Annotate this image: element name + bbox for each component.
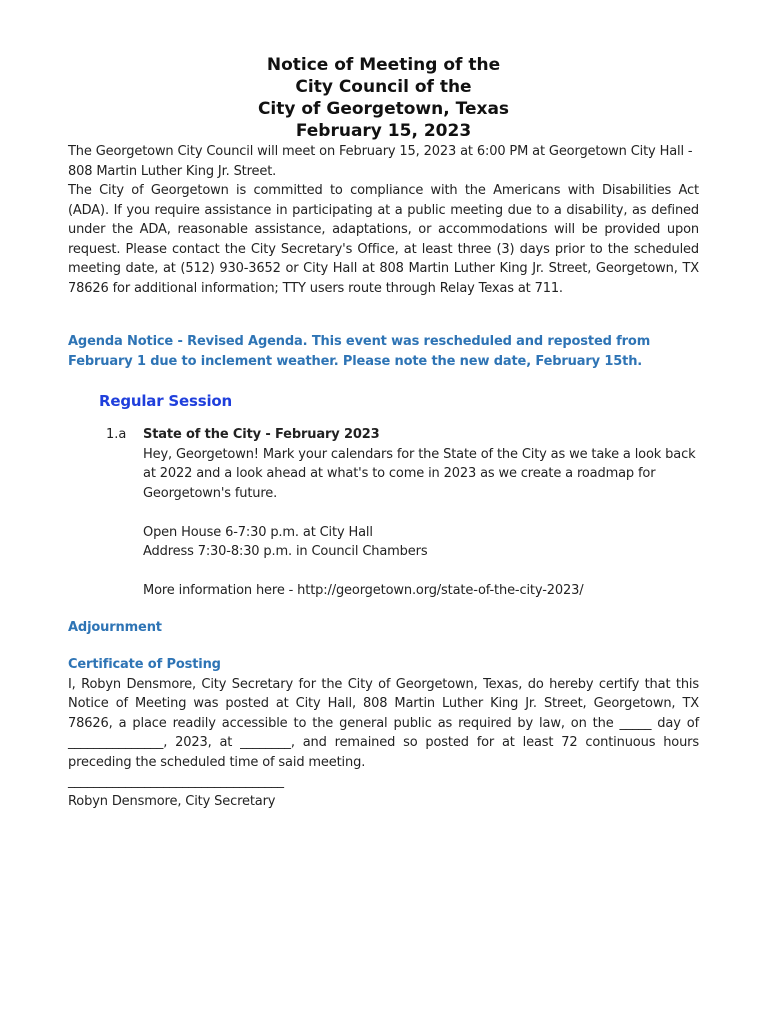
agenda-item-more-info: More information here - http://georgetown.org/state-of-the-city-2023/ — [143, 583, 584, 598]
signatory-name: Robyn Densmore, City Secretary — [68, 793, 276, 809]
section-heading-regular-session: Regular Session — [99, 392, 232, 410]
agenda-item-open-house: Open House 6-7:30 p.m. at City Hall — [143, 524, 373, 540]
ada-statement-paragraph: The City of Georgetown is committed to compliance with the Americans with Disabilities Act (ADA). If you require assistance in participating at a public meeting due to a disability, as defined under the ADA, reasonable assistance, adaptations, or accommodations will be provided upon request. Please contact the City Secretary's Office, at least three (3) days prior to the scheduled meeting date, at (512) 930-3652 or City Hall at 808 Martin Luther King Jr. Street, Georgetown, TX 78626 for additional information; TTY users route through Relay Texas at 711. — [68, 183, 699, 296]
agenda-item — [68, 425, 699, 601]
agenda-item-number: 1.a — [106, 427, 127, 442]
meeting-info-paragraph: The Georgetown City Council will meet on February 15, 2023 at 6:00 PM at Georgetown City Hall - 808 Martin Luther King Jr. Street. — [68, 144, 693, 179]
certificate-text: I, Robyn Densmore, City Secretary for the City of Georgetown, Texas, do hereby certify that this Notice of Meeting was posted at City Hall, 808 Martin Luther King Jr. Street, Georgetown, TX 78626, a place readily accessible to the general public as required by law, on the _____ day of _______________, 2023, at ________, and remained so posted for at least 72 continuous hours preceding the scheduled time of said meeting. — [68, 676, 699, 770]
signature-line: __________________________________ — [68, 774, 284, 789]
document-title — [68, 54, 699, 142]
document-page — [68, 54, 699, 811]
title-line-2: City Council of the — [295, 77, 472, 97]
title-line-3: City of Georgetown, Texas — [257, 99, 510, 119]
certificate-heading: Certificate of Posting — [68, 657, 221, 672]
agenda-item-address: Address 7:30-8:30 p.m. in Council Chambers — [143, 544, 428, 559]
title-line-1: Notice of Meeting of the — [266, 55, 501, 75]
adjournment-heading: Adjournment — [68, 619, 162, 635]
agenda-notice: Agenda Notice - Revised Agenda. This event was rescheduled and reposted from February 1 due to inclement weather. Please note the new date, February 15th. — [68, 334, 651, 369]
agenda-item-title: State of the City - February 2023 — [143, 427, 380, 442]
title-line-4: February 15, 2023 — [295, 121, 472, 141]
agenda-item-description: Hey, Georgetown! Mark your calendars for the State of the City as we take a look back at 2022 and a look ahead at what's to come in 2023 as we create a roadmap for Georgetown's future. — [143, 446, 696, 501]
